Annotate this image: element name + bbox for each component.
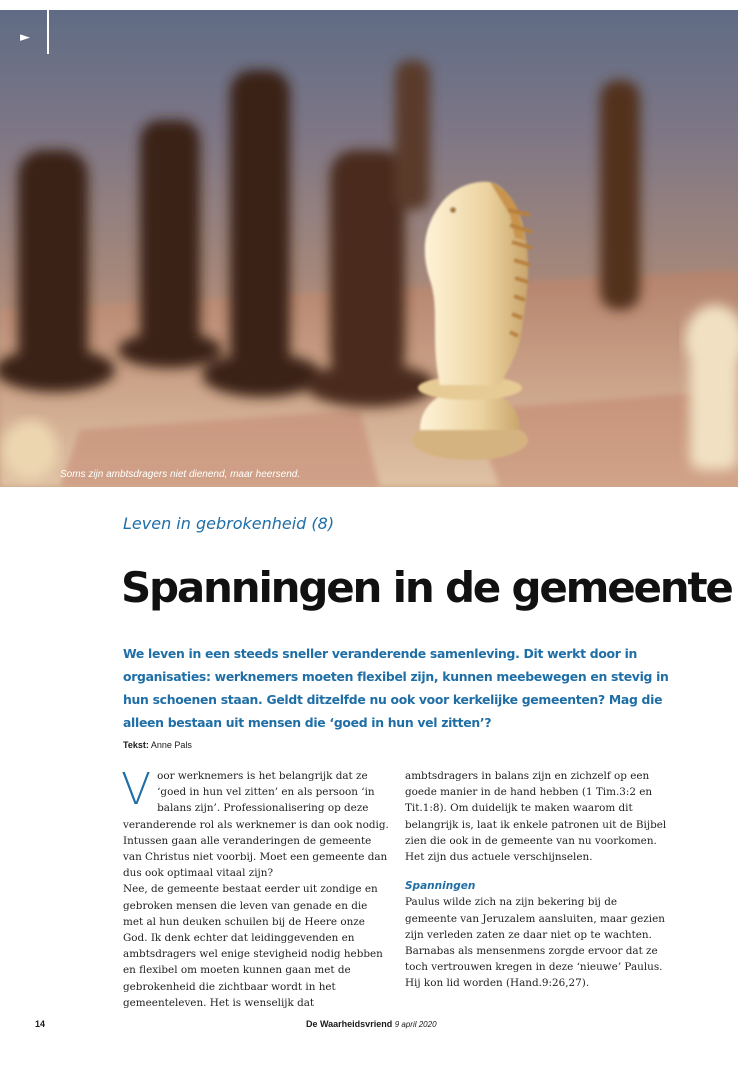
intro-paragraph: [121, 764, 390, 881]
section-subheading: Spanningen: [405, 880, 476, 893]
byline-label: Tekst:: [123, 740, 149, 750]
body-column-right: [405, 768, 672, 992]
page-title: Spanningen in de gemeente: [121, 563, 732, 612]
drop-cap: V: [121, 764, 152, 815]
series-label: Leven in gebrokenheid (8): [123, 514, 335, 533]
body-paragraph: Nee, de gemeente bestaat eerder uit zondige en gebroken mensen die leven van genade en die met al hun deuken schuilen bij de Heere onze God. Ik denk echter dat leidinggevenden en ambtsdragers wel enige stevigheid nodig hebben en flexibel om moeten kunnen gaan met de gebrokenheid die zichtbaar wordt in het gemeenteleven. Het is wenselijk dat: [123, 883, 383, 1009]
byline-author: Anne Pals: [150, 740, 192, 750]
play-icon: ►: [20, 30, 30, 45]
lead-paragraph: We leven in een steeds sneller veranderende samenleving. Dit werkt door in organisaties: werknemers moeten flexibel zijn, kunnen meebewegen en stevig in hun schoenen staan. Geldt ditzelfde nu ook voor kerkelijke gemeenten? Mag die alleen bestaan uit mensen die ‘goed in hun vel zitten’?: [123, 646, 669, 730]
hero-image: [0, 10, 738, 487]
body-paragraph: Paulus wilde zich na zijn bekering bij de gemeente van Jeruzalem aansluiten, maar gezien zijn verleden zaten ze daar niet op te wachten. Barnabas als mensenmens zorgde ervoor dat ze toch vertrouwen kregen in deze ‘nieuwe’ Paulus. Hij kon lid worden (Hand.9:26,27).: [405, 896, 665, 990]
page-number: 14: [35, 1019, 46, 1029]
byline: [123, 740, 192, 750]
hero-accent-bar: [47, 10, 49, 54]
image-caption: Soms zijn ambtsdragers niet dienend, maar heersend.: [60, 469, 301, 480]
footer-publication: [306, 1019, 437, 1029]
issue-date: 9 april 2020: [394, 1020, 437, 1029]
chess-photo: [0, 10, 738, 487]
intro-text: oor werknemers is het belangrijk dat ze ‘goed in hun vel zitten’ en als persoon ‘in balans zijn’. Professionalisering op deze veranderende rol als werknemer is dan ook nodig. Intussen gaan alle veranderingen de gemeente van Christus niet voorbij. Moet een gemeente dan dus ook optimaal vitaal zijn?: [123, 770, 389, 880]
body-paragraph: ambtsdragers in balans zijn en zichzelf op een goede manier in de hand hebben (1 Tim.3:2 en Tit.1:8). Om duidelijk te maken waarom dit belangrijk is, laat ik enkele patronen uit de Bijbel zien die ook in de gemeente van nu voorkomen. Het zijn dus actuele verschijnselen.: [405, 770, 667, 864]
magazine-name: De Waarheidsvriend: [306, 1019, 393, 1029]
body-column-left: [121, 764, 390, 1011]
